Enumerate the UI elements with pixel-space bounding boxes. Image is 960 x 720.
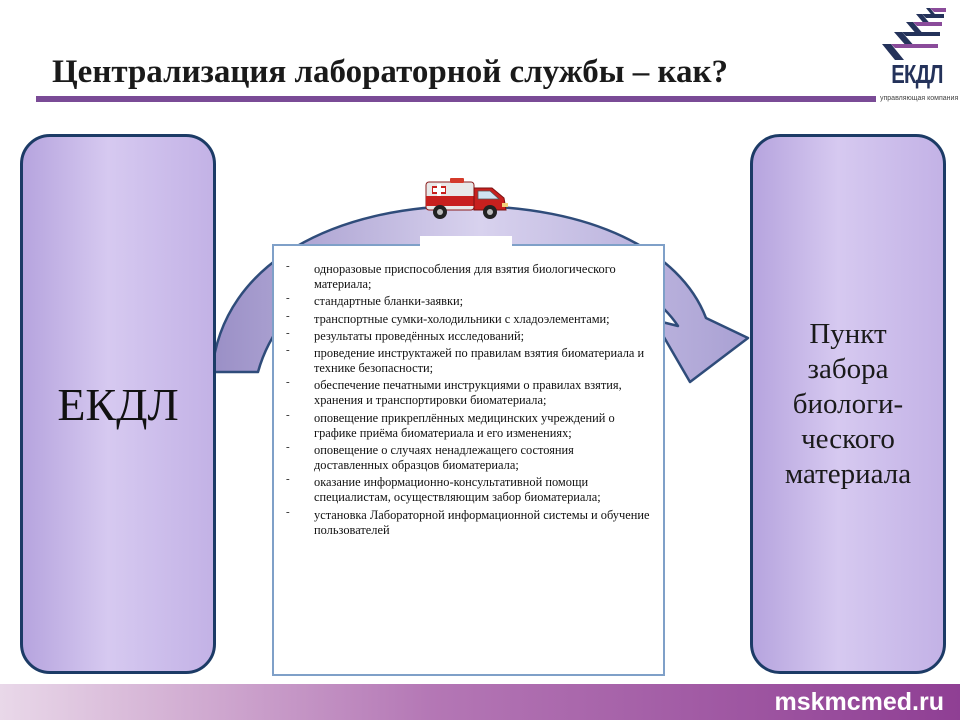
ambulance-icon bbox=[420, 176, 512, 224]
list-item bbox=[284, 505, 651, 538]
dash-bullet: - bbox=[286, 408, 290, 421]
footer-url: mskmcmed.ru bbox=[774, 688, 944, 716]
list-item-text: стандартные бланки-заявки; bbox=[314, 294, 464, 309]
dash-bullet: - bbox=[286, 260, 290, 272]
list-item-text: оказание информационно-консультативной помощи специалистам, осуществляющим забор биоматериала; bbox=[314, 475, 601, 505]
list-item bbox=[284, 326, 651, 344]
list-item-text: оповещение о случаях ненадлежащего состояния доставленных образцов биоматериала; bbox=[314, 443, 574, 473]
list-item-text: одноразовые приспособления для взятия биологического материала; bbox=[314, 262, 616, 291]
collection-point-line: Пункт bbox=[809, 317, 887, 350]
list-item bbox=[284, 443, 651, 473]
dash-bullet: - bbox=[286, 473, 290, 486]
list-item-text: оповещение прикреплённых медицинских учреждений о графике приёма биоматериала и его изменениях; bbox=[314, 410, 615, 440]
dash-bullet: - bbox=[286, 309, 290, 322]
dash-bullet: - bbox=[286, 344, 290, 357]
list-item-text: установка Лабораторной информационной системы и обучение пользователей bbox=[314, 507, 650, 537]
list-item-text: результаты проведённых исследований; bbox=[314, 328, 525, 343]
supplies-list-box bbox=[272, 244, 665, 676]
ekdl-panel bbox=[20, 134, 216, 674]
list-item bbox=[284, 346, 651, 376]
dash-bullet: - bbox=[286, 376, 290, 389]
list-item-text: обеспечение печатными инструкциями о правилах взятия, хранения и транспортировки биоматериала; bbox=[314, 378, 622, 408]
list-item bbox=[284, 408, 651, 441]
dash-bullet: - bbox=[286, 505, 290, 518]
list-item bbox=[284, 378, 651, 408]
dash-bullet: - bbox=[286, 326, 290, 339]
logo-subtitle: управляющая компания bbox=[880, 95, 959, 102]
collection-point-line: биологи- bbox=[792, 387, 904, 420]
collection-point-line: забора bbox=[807, 352, 889, 385]
footer-bar bbox=[0, 684, 960, 720]
list-item bbox=[284, 262, 651, 292]
dash-bullet: - bbox=[286, 292, 290, 305]
list-item bbox=[284, 309, 651, 327]
collection-point-label bbox=[763, 317, 933, 492]
list-item-text: проведение инструктажей по правилам взятия биоматериала и технике безопасности; bbox=[314, 346, 645, 376]
collection-point-line: ческого bbox=[801, 422, 895, 455]
collection-point-panel bbox=[750, 134, 946, 674]
logo-text: ЕКДЛ bbox=[891, 59, 943, 89]
list-item-text: транспортные сумки-холодильники с хладоэлементами; bbox=[314, 311, 610, 326]
list-item bbox=[284, 475, 651, 505]
box-top-gap bbox=[420, 236, 512, 248]
dash-bullet: - bbox=[286, 441, 290, 454]
ekdl-panel-label: ЕКДЛ bbox=[57, 378, 179, 430]
slide-title: Централизация лабораторной службы – как? bbox=[52, 54, 729, 90]
supplies-list bbox=[284, 262, 651, 538]
list-item bbox=[284, 294, 651, 309]
collection-point-line: материала bbox=[784, 457, 912, 490]
